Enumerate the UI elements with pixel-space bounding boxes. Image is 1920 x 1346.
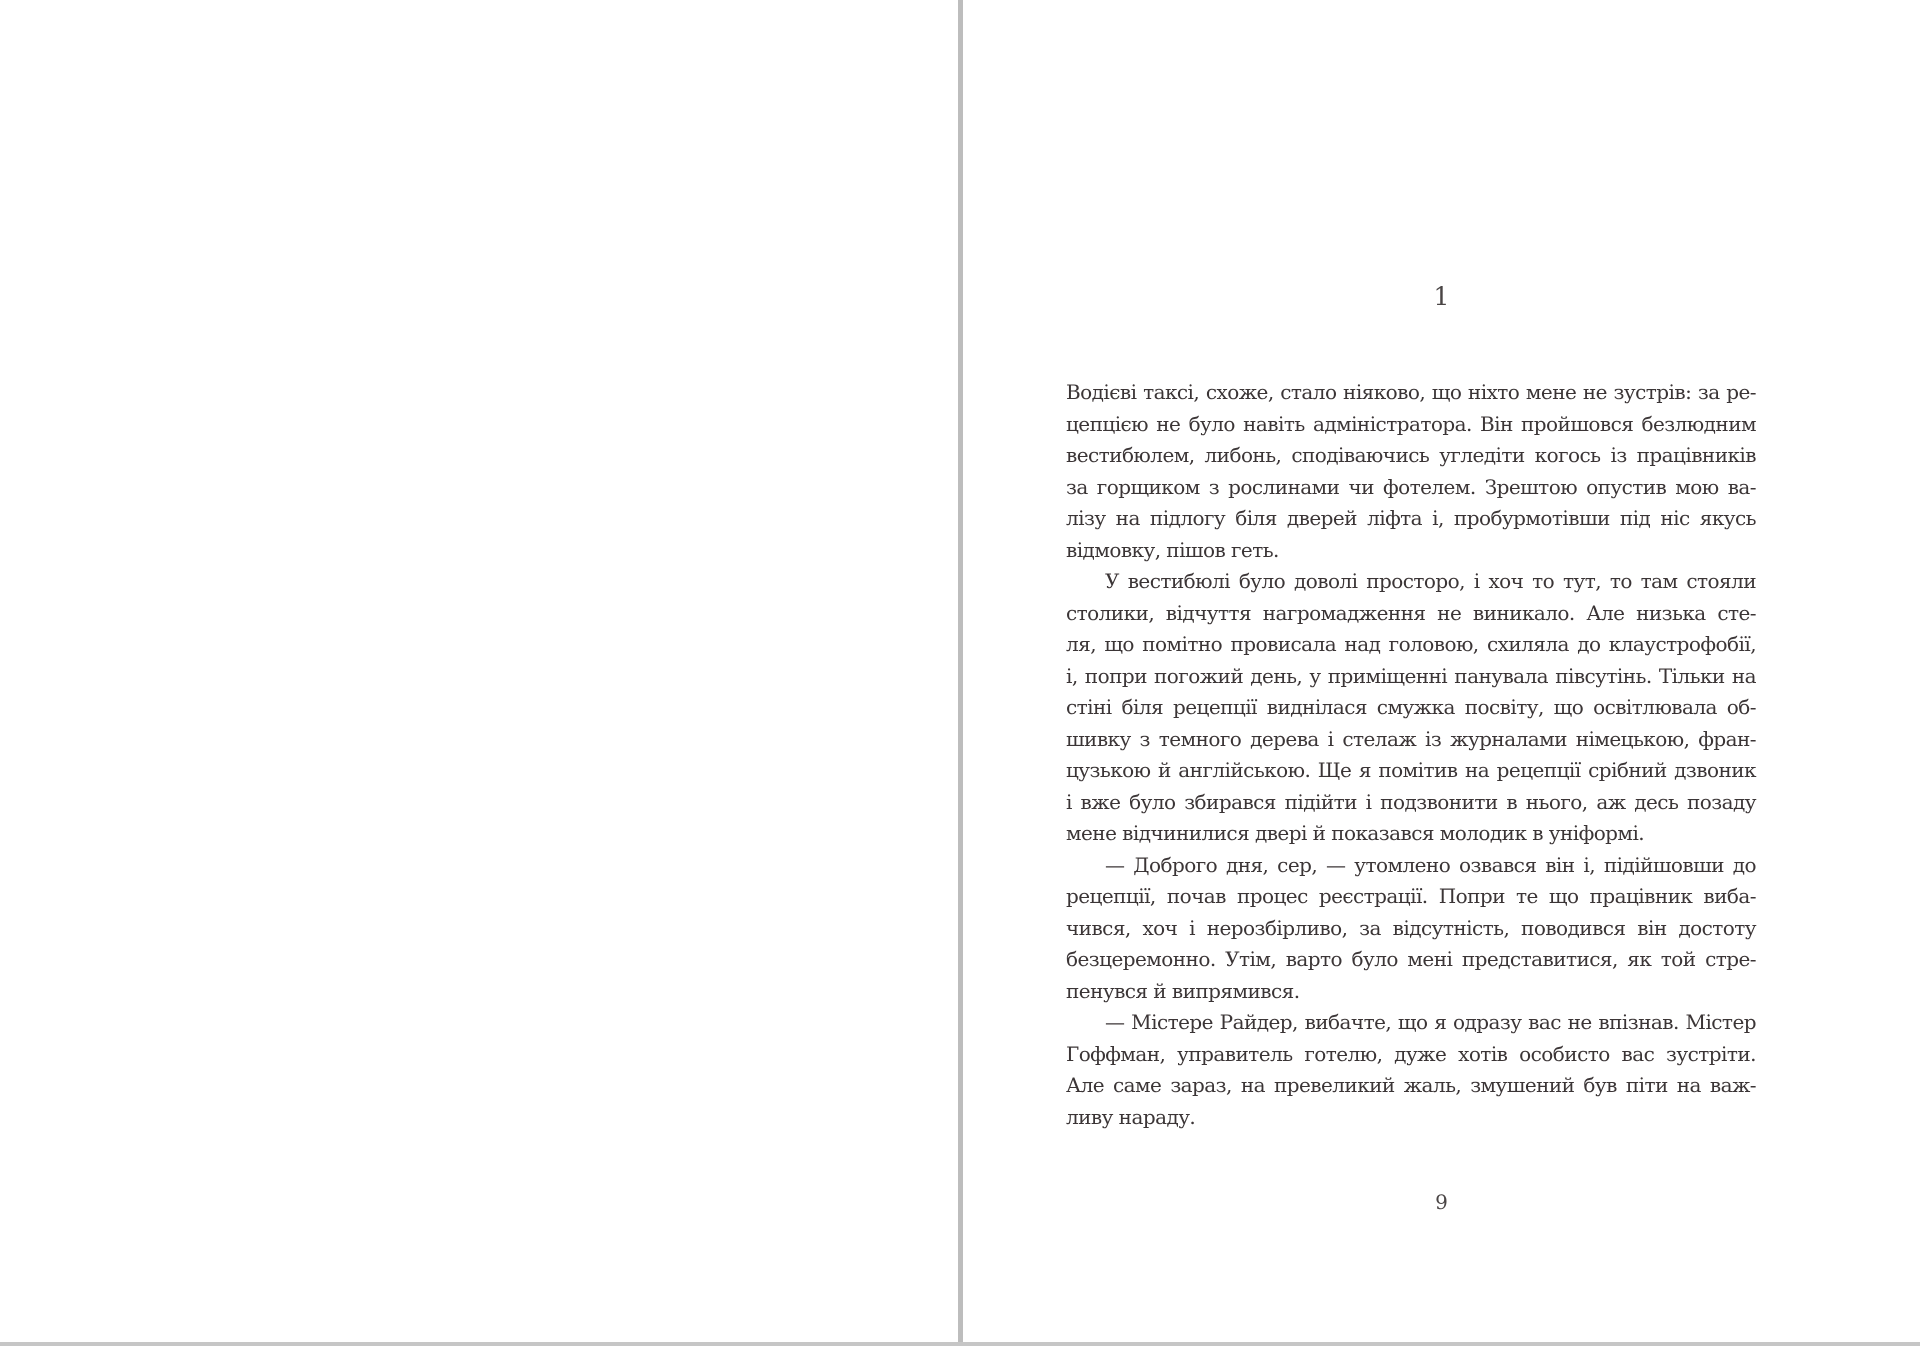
text-line: безцеремонно. Утім, варто було мені представитися, як той стре- [1066,947,1756,971]
text-line: і, попри погожий день, у приміщенні панувала півсутінь. Тільки на [1066,663,1756,688]
text-line: ливу нараду. [1066,1104,1196,1129]
text-line: рецепції, почав процес реєстрації. Попри те що працівник виба- [1066,884,1756,908]
text-line: Але саме зараз, на превеликий жаль, змушений був піти на важ- [1066,1073,1756,1097]
text-line: стіні біля рецепції виднілася смужка посвіту, що освітлювала об- [1066,695,1756,719]
text-line: мене відчинилися двері й показався молодик в уніформі. [1066,821,1645,845]
bottom-edge [0,1342,1920,1346]
text-line: лізу на підлогу біля дверей ліфта і, пробурмотівши під ніс якусь [1066,506,1756,530]
text-line: і вже було збирався підійти і подзвонити в нього, аж десь позаду [1066,789,1756,814]
text-line: Водієві таксі, схоже, стало ніяково, що ніхто мене не зустрів: за ре- [1066,380,1756,404]
text-line: цузькою й англійською. Ще я помітив на рецепції срібний дзвоник [1066,758,1756,782]
text-line: шивку з темного дерева і стелаж із журналами німецькою, фран- [1066,726,1756,751]
text-line: ля, що помітно провисала над головою, схиляла до клаустрофобії, [1066,632,1756,656]
body-text [1066,377,1756,1133]
text-line: Гоффман, управитель готелю, дуже хотів особисто вас зустріти. [1066,1041,1756,1066]
page-number: 9 [1435,1190,1448,1214]
text-line: пенувся й випрямився. [1066,978,1300,1003]
text-line: — Містере Райдер, вибачте, що я одразу вас не впізнав. Містер [1105,1010,1756,1034]
chapter-number: 1 [1433,282,1450,311]
right-page [963,0,1920,1342]
text-line: за горщиком з рослинами чи фотелем. Зрештою опустив мою ва- [1066,474,1756,499]
text-line: відмовку, пішов геть. [1066,537,1279,562]
text-line: — Доброго дня, сер, — утомлено озвався він і, підійшовши до [1105,852,1756,877]
text-line: цепцією не було навіть адміністратора. Він пройшовся безлюдним [1066,411,1756,436]
text-line: чився, хоч і нерозбірливо, за відсутність, поводився він достоту [1066,915,1756,940]
text-line: столики, відчуття нагромадження не виникало. Але низька сте- [1066,600,1756,625]
text-line: вестибюлем, либонь, сподіваючись угледіти когось із працівників [1066,443,1756,467]
text-line: У вестибюлі було доволі просторо, і хоч то тут, то там стояли [1105,569,1756,593]
left-page-blank [0,0,958,1342]
